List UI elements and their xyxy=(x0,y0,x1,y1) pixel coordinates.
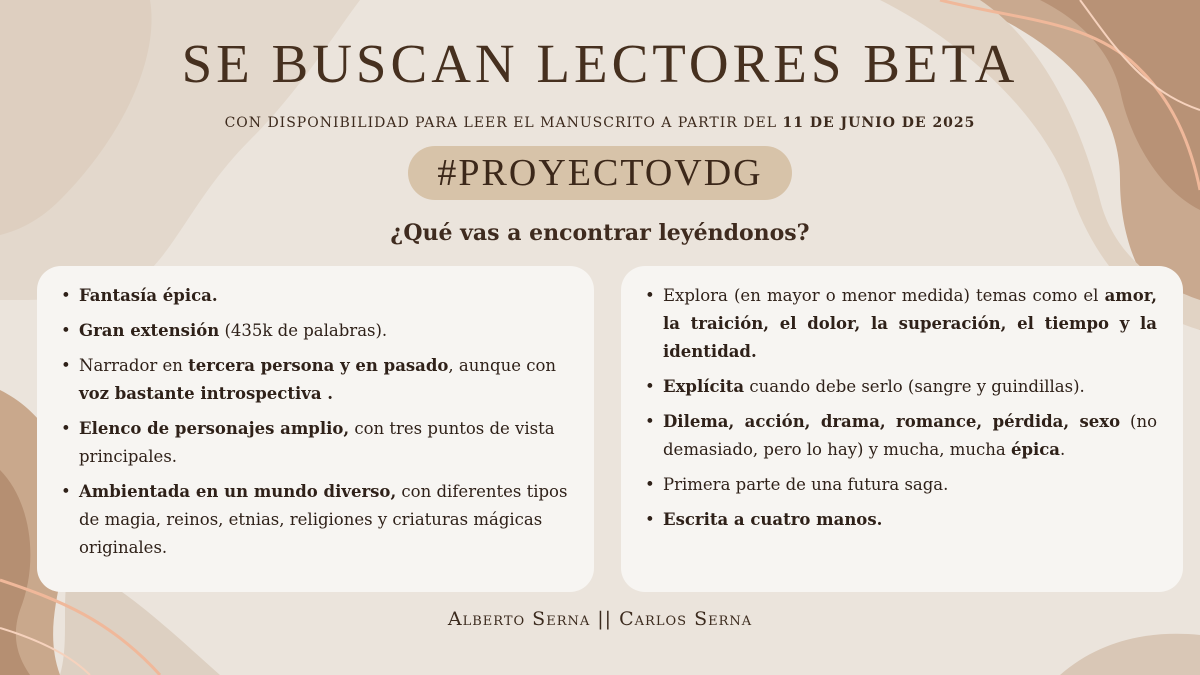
text: . xyxy=(1060,440,1066,459)
list-item xyxy=(643,282,1157,366)
bold-text: Elenco de personajes amplio, xyxy=(79,419,350,438)
list-item xyxy=(59,282,570,310)
text: con diferentes tipos de magia, reinos, etnias, religiones y criaturas mágicas originales. xyxy=(79,482,568,557)
bold-text: Escrita a cuatro manos. xyxy=(663,510,883,529)
authors-credit: Alberto Serna || Carlos Serna xyxy=(447,608,753,630)
availability-subtitle xyxy=(0,115,1200,131)
bold-text: Fantasía épica. xyxy=(79,286,218,305)
left-features-list xyxy=(59,282,570,562)
text: Narrador en xyxy=(79,356,189,375)
list-item xyxy=(59,317,570,345)
subtitle-prefix: CON DISPONIBILIDAD PARA LEER EL MANUSCRITO A PARTIR DEL xyxy=(224,115,783,131)
text: Primera parte de una futura saga. xyxy=(663,475,949,494)
bold-text: Ambientada en un mundo diverso, xyxy=(79,482,397,501)
bold-text: voz bastante introspectiva . xyxy=(79,384,334,403)
section-question: ¿Qué vas a encontrar leyéndonos? xyxy=(390,220,810,246)
text: (no demasiado, pero lo hay) y mucha, mucha xyxy=(663,412,1158,459)
bold-text: Dilema, acción, drama, romance, pérdida, sexo xyxy=(663,412,1121,431)
right-features-card xyxy=(621,266,1183,592)
bold-text: Gran extensión xyxy=(79,321,220,340)
page-title: SE BUSCAN LECTORES BETA xyxy=(181,33,1019,94)
list-item xyxy=(59,415,570,471)
list-item xyxy=(643,471,1157,499)
list-item xyxy=(59,352,570,408)
list-item xyxy=(59,478,570,562)
bold-text: tercera persona y en pasado xyxy=(188,356,449,375)
list-item xyxy=(643,506,1157,534)
right-features-list xyxy=(643,282,1157,534)
bottom-right-blob xyxy=(1060,634,1200,675)
text: con tres puntos de vista principales. xyxy=(79,419,555,466)
list-item xyxy=(643,373,1157,401)
text: cuando debe serlo (sangre y guindillas). xyxy=(744,377,1085,396)
list-item xyxy=(643,408,1157,464)
hashtag-pill: #PROYECTOVDG xyxy=(408,146,792,200)
bold-text: Explícita xyxy=(663,377,745,396)
bold-text: amor, la traición, el dolor, la superación, el tiempo y la identidad. xyxy=(663,286,1157,361)
left-features-card xyxy=(37,266,594,592)
text: (435k de palabras). xyxy=(219,321,388,340)
text: Explora (en mayor o menor medida) temas como el xyxy=(663,286,1105,305)
text: , aunque con xyxy=(448,356,557,375)
bold-text: épica xyxy=(1010,440,1060,459)
subtitle-date: 11 DE JUNIO DE 2025 xyxy=(782,115,976,131)
